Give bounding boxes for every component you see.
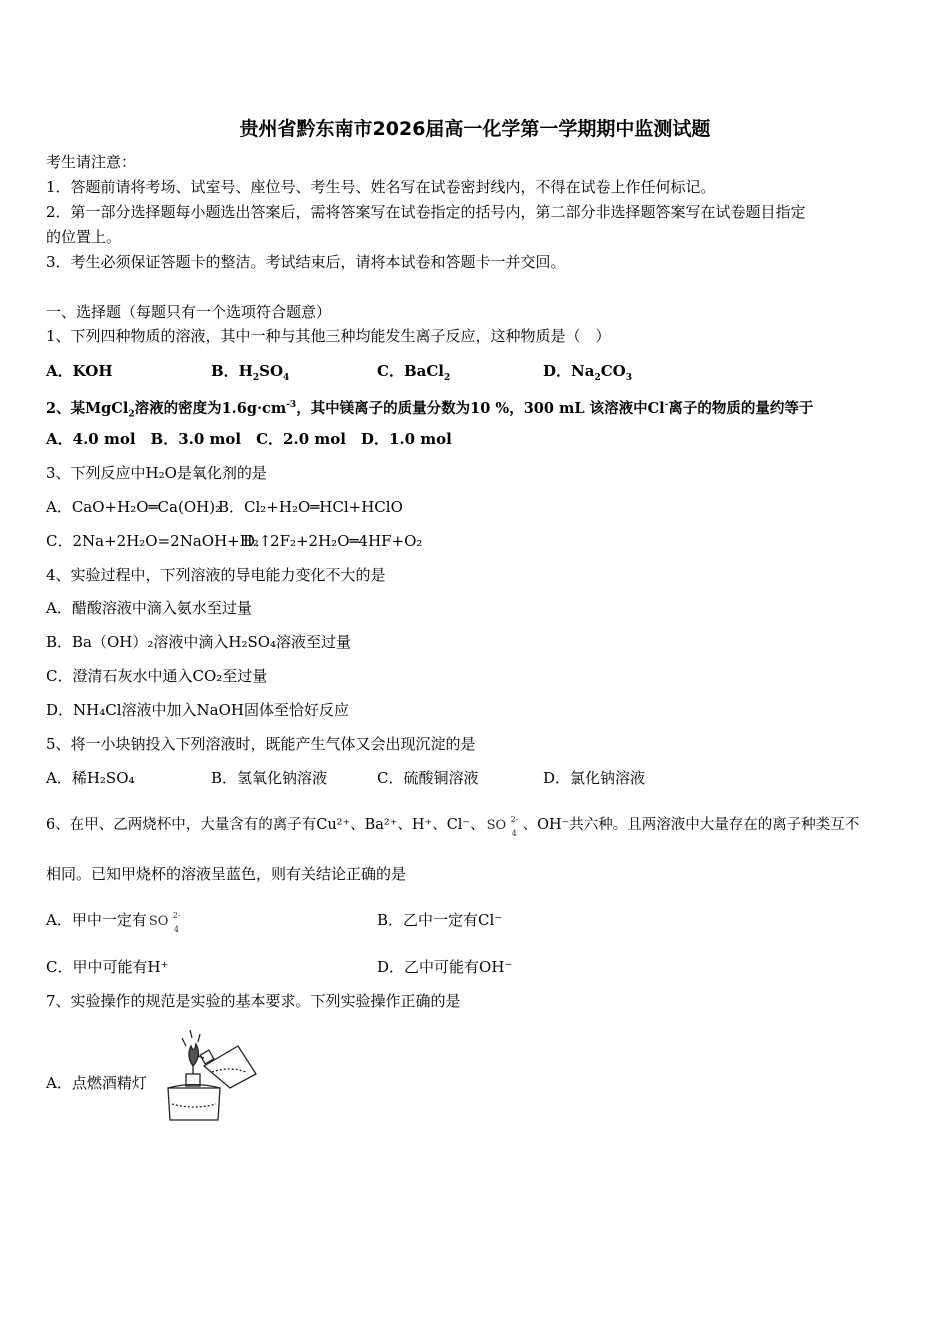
question-7-stem: 7、实验操作的规范是实验的基本要求。下列实验操作正确的是 bbox=[46, 992, 461, 1010]
q6-option-a: A．甲中一定有 SO 2- 4 bbox=[46, 908, 185, 934]
notice-heading: 考生请注意： bbox=[46, 153, 137, 171]
q1-option-b: B．$H_2SO_4$ bbox=[211, 362, 290, 383]
q3-option-a: A．CaO+H₂O═Ca(OH)₂ bbox=[46, 498, 222, 516]
notice-item-2-cont: 的位置上。 bbox=[46, 228, 122, 246]
q4-option-c: C．澄清石灰水中通入CO₂至过量 bbox=[46, 667, 268, 685]
q1-option-c: C．BaCl$_2$ bbox=[377, 362, 451, 383]
notice-item-3: 3．考生必须保证答题卡的整洁。考试结束后，请将本试卷和答题卡一并交回。 bbox=[46, 253, 566, 271]
q3-option-c: C．2Na+2H₂O=2NaOH+H₂↑ bbox=[46, 532, 272, 550]
q6-option-d: D．乙中可能有OH⁻ bbox=[377, 958, 513, 976]
flame bbox=[189, 1044, 198, 1066]
q5-option-a: A．稀H₂SO₄ bbox=[46, 769, 135, 787]
q7-option-a: A．点燃酒精灯 bbox=[46, 1074, 147, 1092]
q4-option-a: A．醋酸溶液中滴入氨水至过量 bbox=[46, 599, 252, 617]
q3-option-d: D．2F₂+2H₂O═4HF+O₂ bbox=[243, 532, 423, 550]
q3-option-b: B．Cl₂+H₂O═HCl+HClO bbox=[218, 498, 403, 516]
q5-option-d: D．氯化钠溶液 bbox=[543, 769, 646, 787]
question-2-stem: 2、某MgCl$_2$溶液的密度为$1.6g\cdot cm^{-3}$，其中镁离子的质量分数为10 %，300 mL 该溶液中Cl-离子的物质的量约等于 bbox=[46, 399, 814, 420]
q5-option-b: B．氢氧化钠溶液 bbox=[211, 769, 328, 787]
alcohol-lamp-figure bbox=[160, 1026, 260, 1124]
q6-option-b: B．乙中一定有Cl⁻ bbox=[377, 911, 503, 929]
lamp-body bbox=[168, 1088, 220, 1120]
question-5-stem: 5、将一小块钠投入下列溶液时，既能产生气体又会出现沉淀的是 bbox=[46, 735, 476, 753]
sulfate-ion: SO 2- 4 bbox=[148, 911, 181, 934]
q4-option-d: D．NH₄Cl溶液中加入NaOH固体至恰好反应 bbox=[46, 701, 349, 719]
second-lamp bbox=[204, 1046, 256, 1088]
section-heading: 一、选择题（每题只有一个选项符合题意） bbox=[46, 303, 332, 321]
q6-option-c: C．甲中可能有H⁺ bbox=[46, 958, 169, 976]
question-3-stem: 3、下列反应中H₂O是氧化剂的是 bbox=[46, 464, 267, 482]
q4-option-b: B．Ba（OH）₂溶液中滴入H₂SO₄溶液至过量 bbox=[46, 633, 352, 651]
sulfate-ion: SO 2- 4 bbox=[486, 815, 519, 838]
q1-option-a: A．KOH bbox=[46, 362, 113, 380]
question-1-stem: 1、下列四种物质的溶液，其中一种与其他三种均能发生离子反应，这种物质是（ ） bbox=[46, 327, 611, 345]
question-4-stem: 4、实验过程中，下列溶液的导电能力变化不大的是 bbox=[46, 566, 386, 584]
question-6-stem-2: 相同。已知甲烧杯的溶液呈蓝色，则有关结论正确的是 bbox=[46, 865, 407, 883]
q1-option-d: D．$Na_2CO_3$ bbox=[543, 362, 632, 383]
notice-item-1: 1．答题前请将考场、试室号、座位号、考生号、姓名写在试卷密封线内，不得在试卷上作任何标记。 bbox=[46, 178, 716, 196]
q5-option-c: C．硫酸铜溶液 bbox=[377, 769, 479, 787]
notice-item-2: 2．第一部分选择题每小题选出答案后，需将答案写在试卷指定的括号内，第二部分非选择题答案写在试卷题目指定 bbox=[46, 203, 806, 221]
q2-options: A．4.0 mol B．3.0 mol C．2.0 mol D．1.0 mol bbox=[46, 430, 452, 448]
question-6-stem-1: 6、在甲、乙两烧杯中，大量含有的离子有Cu²⁺、Ba²⁺、H⁺、Cl⁻、 SO 2- 4 、OH⁻共六种。且两溶液中大量存在的离子种类互不 bbox=[46, 812, 859, 838]
page-title: 贵州省黔东南市2026届高一化学第一学期期中监测试题 bbox=[239, 118, 711, 140]
